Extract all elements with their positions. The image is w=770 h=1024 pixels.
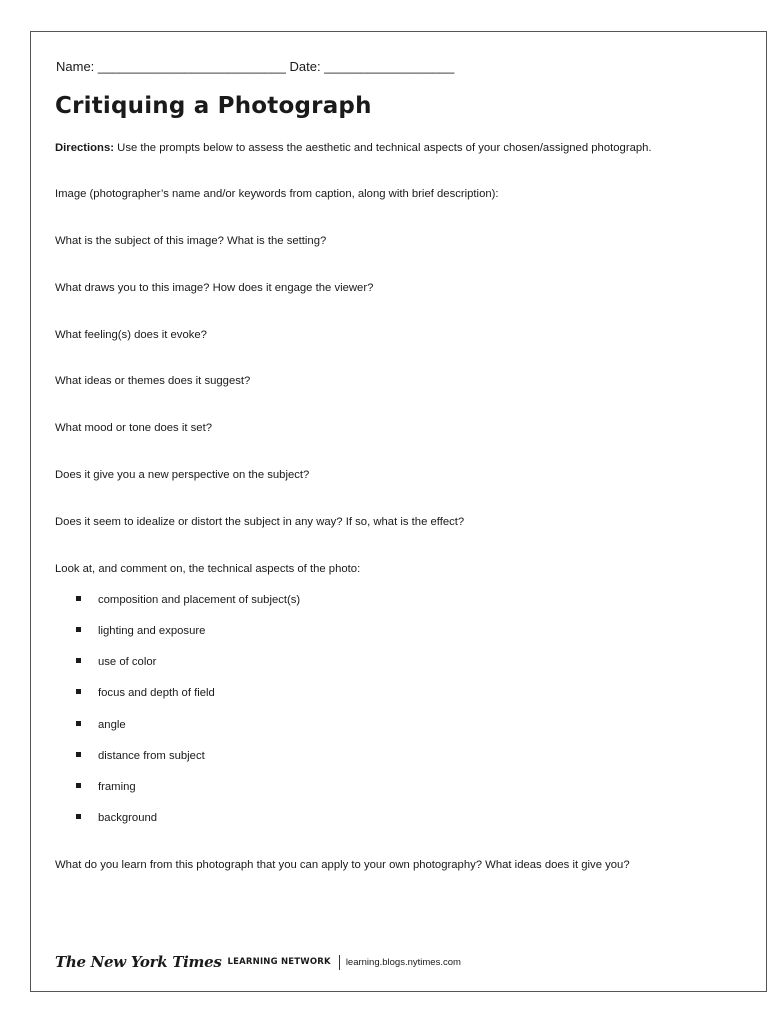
directions — [55, 142, 652, 154]
bullet-icon — [76, 721, 81, 726]
prompt-feelings: What feeling(s) does it evoke? — [55, 329, 207, 341]
name-date-line — [56, 59, 454, 74]
list-item: angle — [76, 719, 126, 731]
bullet-icon — [76, 658, 81, 663]
directions-text: Use the prompts below to assess the aesthetic and technical aspects of your chosen/assigned photograph. — [114, 142, 652, 154]
prompt-image: Image (photographer’s name and/or keywords from caption, along with brief description): — [55, 188, 499, 200]
list-item: background — [76, 812, 157, 824]
date-label: Date: — [289, 59, 321, 74]
list-item: distance from subject — [76, 750, 205, 762]
prompt-perspective: Does it give you a new perspective on the subject? — [55, 469, 310, 481]
worksheet-page — [30, 31, 767, 992]
prompt-subject: What is the subject of this image? What is the setting? — [55, 235, 327, 247]
bullet-icon — [76, 783, 81, 788]
list-item: focus and depth of field — [76, 687, 215, 699]
page-title: Critiquing a Photograph — [55, 93, 372, 119]
list-item: composition and placement of subject(s) — [76, 594, 300, 606]
prompt-idealize: Does it seem to idealize or distort the subject in any way? If so, what is the effect? — [55, 516, 465, 528]
footer-divider — [339, 955, 340, 970]
name-blank: __________________________ — [97, 59, 286, 74]
date-blank: __________________ — [324, 59, 455, 74]
prompt-draws: What draws you to this image? How does it engage the viewer? — [55, 282, 374, 294]
bullet-icon — [76, 814, 81, 819]
bullet-icon — [76, 596, 81, 601]
prompt-mood: What mood or tone does it set? — [55, 422, 212, 434]
list-item: use of color — [76, 656, 156, 668]
footer-url: learning.blogs.nytimes.com — [345, 956, 461, 968]
learning-network-label: LEARNING NETWORK — [227, 957, 331, 967]
directions-label: Directions: — [55, 142, 115, 154]
prompt-technical: Look at, and comment on, the technical aspects of the photo: — [55, 563, 361, 575]
bullet-icon — [76, 689, 81, 694]
bullet-icon — [76, 627, 81, 632]
list-item: framing — [76, 781, 136, 793]
prompt-learn: What do you learn from this photograph that you can apply to your own photography? What ideas does it give you? — [55, 859, 630, 871]
footer — [55, 953, 461, 971]
name-label: Name: — [56, 59, 95, 74]
list-item: lighting and exposure — [76, 625, 205, 637]
bullet-icon — [76, 752, 81, 757]
nyt-logo: The New York Times — [55, 953, 222, 971]
prompt-ideas: What ideas or themes does it suggest? — [55, 375, 251, 387]
